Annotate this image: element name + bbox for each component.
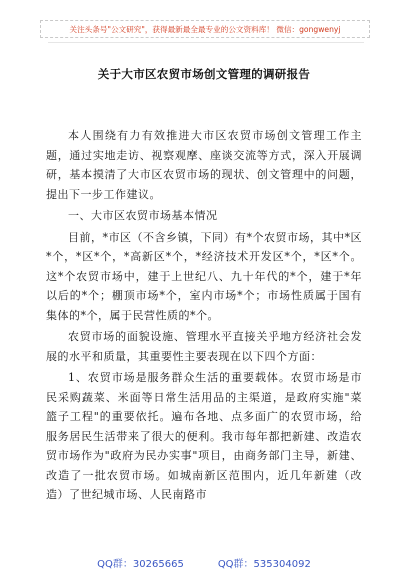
header-banner-text: 关注头条号"公文研究"，获得最新最全最专业的公文资料库！ 微信：gongwenyj (69, 24, 341, 34)
document-body (46, 126, 362, 507)
footer-qq-group-2: QQ群：535304092 (217, 559, 311, 570)
header-divider (48, 42, 364, 43)
paragraph-importance: 农贸市场的面貌设施、管理水平直接关乎地方经济社会发展的水平和质量，其重要性主要表现在以下四个方面： (46, 330, 362, 363)
paragraph-intro: 本人围绕有力有效推进大市区农贸市场创文管理工作主题，通过实地走访、视察观摩、座谈交流等方式，深入开展调研，基本摸清了大市区农贸市场的现状、创文管理中的问题，提出下一步工作建议。 (46, 129, 362, 201)
document-title: 关于大市区农贸市场创文管理的调研报告 (97, 67, 311, 81)
footer-qq-group-1: QQ群：30265665 (97, 559, 184, 570)
paragraph-point-1: 1、农贸市场是服务群众生活的重要载体。农贸市场是市民采购蔬菜、米面等日常生活用品的主渠道，是政府实施"菜篮子工程"的重要依托。遍布各地、点多面广的农贸市场，给服务居民生活带来了很大的便利。我市每年都把新建、改造农贸市场作为"政府为民办实事"项目，由商务部门主导，新建、改造了一批农贸市场。如城南新区范围内，近几年新建（改造）了世纪城市场、人民南路市 (46, 371, 362, 501)
footer-contact (0, 555, 408, 570)
paragraph-market-count: 目前，*市区（不含乡镇，下同）有*个农贸市场，其中*区*个，*区*个，*高新区*个，*经济技术开发区*个，*区*个。这*个农贸市场中，建于上世纪八、九十年代的*个，建于*年以后的*个；棚顶市场*个，室内市场*个；市场性质属于国有集体的*个，属于民营性质的*个。 (46, 230, 362, 322)
header-banner (40, 20, 370, 38)
section-heading: 一、大市区农贸市场基本情况 (68, 209, 218, 222)
